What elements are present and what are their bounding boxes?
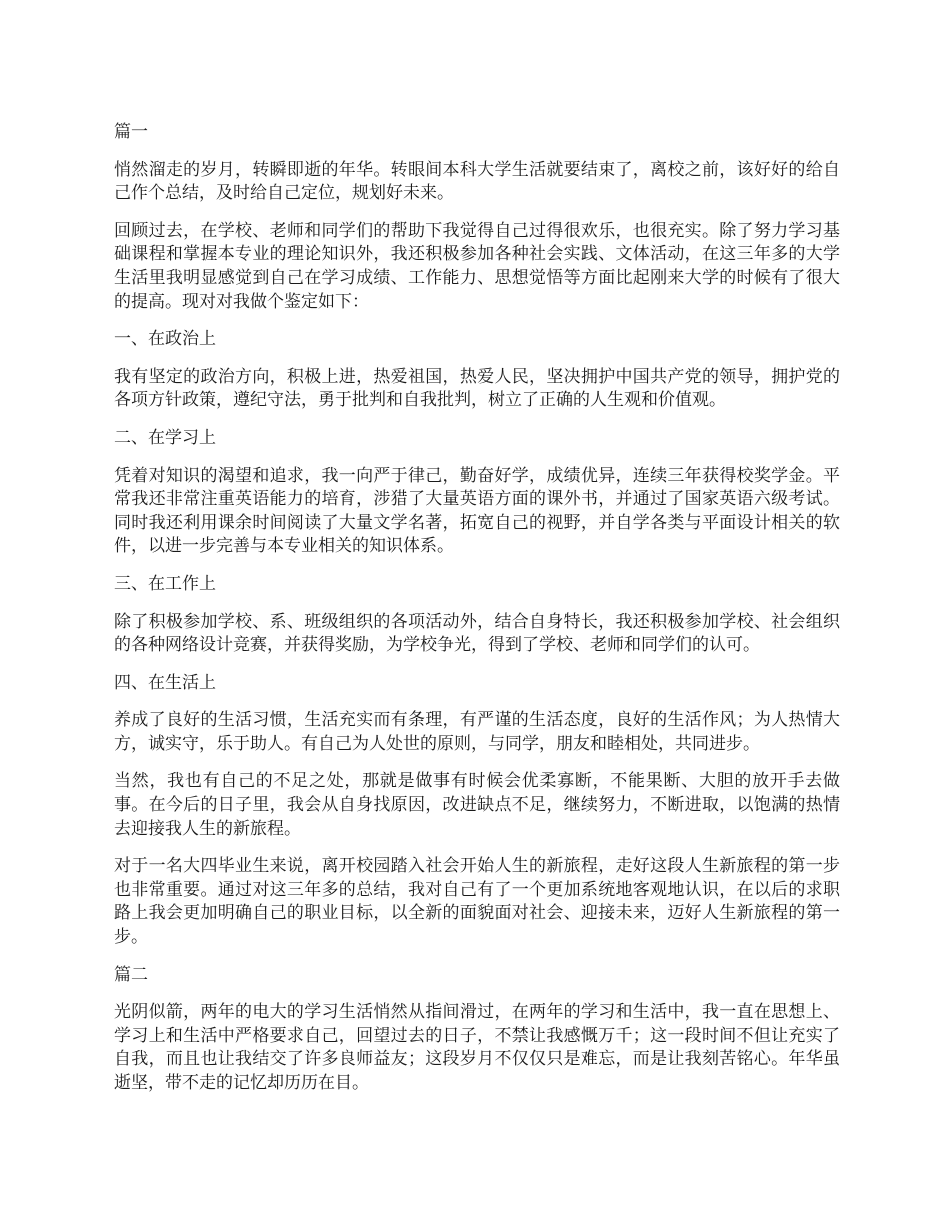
paragraph: 凭着对知识的渴望和追求，我一向严于律己，勤奋好学，成绩优异，连续三年获得校奖学金。平常我还非常注重英语能力的培育，涉猎了大量英语方面的课外书，并通过了国家英语六级考试。同时我还利用课余时间阅读了大量文学名著，拓宽自己的视野，并自学各类与平面设计相关的软件，以进一步完善与本专业相关的知识体系。 bbox=[114, 465, 840, 557]
paragraph: 当然，我也有自己的不足之处，那就是做事有时候会优柔寡断，不能果断、大胆的放开手去做事。在今后的日子里，我会从自身找原因，改进缺点不足，继续努力，不断进取，以饱满的热情去迎接我人生的新旅程。 bbox=[114, 771, 840, 839]
paragraph: 养成了良好的生活习惯，生活充实而有条理，有严谨的生活态度，良好的生活作风；为人热情大方，诚实守，乐于助人。有自己为人处世的原则，与同学，朋友和睦相处，共同进步。 bbox=[114, 710, 840, 754]
paragraph: 我有坚定的政治方向，积极上进，热爱祖国，热爱人民，坚决拥护中国共产党的领导，拥护党的各项方针政策，遵纪守法，勇于批判和自我批判，树立了正确的人生观和价值观。 bbox=[114, 366, 840, 411]
paragraph: 悄然溜走的岁月，转瞬即逝的年华。转眼间本科大学生活就要结束了，离校之前，该好好的给自己作个总结，及时给自己定位，规划好未来。 bbox=[114, 159, 840, 204]
section-heading-life: 四、在生活上 bbox=[114, 672, 216, 693]
paragraph: 除了积极参加学校、系、班级组织的各项活动外，结合自身特长，我还积极参加学校、社会组织的各种网络设计竞赛，并获得奖励，为学校争光，得到了学校、老师和同学们的认可。 bbox=[114, 611, 840, 656]
paragraph: 回顾过去，在学校、老师和同学们的帮助下我觉得自己过得很欢乐，也很充实。除了努力学习基础课程和掌握本专业的理论知识外，我还积极参加各种社会实践、文体活动，在这三年多的大学生活里我明显感觉到自己在学习成绩、工作能力、思想觉悟等方面比起刚来大学的时候有了很大的提高。现对对我做个鉴定如下： bbox=[114, 220, 840, 312]
paragraph: 光阴似箭，两年的电大的学习生活悄然从指间滑过，在两年的学习和生活中，我一直在思想上、学习上和生活中严格要求自己，回望过去的日子，不禁让我感慨万千；这一段时间不但让充实了自我，而且也让我结交了许多良师益友；这段岁月不仅仅只是难忘，而是让我刻苦铭心。年华虽逝坚，带不走的记忆却历历在目。 bbox=[114, 1002, 840, 1093]
section-heading-part-two: 篇二 bbox=[114, 964, 148, 985]
section-heading-work: 三、在工作上 bbox=[114, 573, 216, 594]
document-page bbox=[114, 121, 840, 1110]
paragraph: 对于一名大四毕业生来说，离开校园踏入社会开始人生的新旅程，走好这段人生新旅程的第一步也非常重要。通过对这三年多的总结，我对自己有了一个更加系统地客观地认识，在以后的求职路上我会更加明确自己的职业目标，以全新的面貌面对社会、迎接未来，迈好人生新旅程的第一步。 bbox=[114, 856, 840, 948]
section-heading-study: 二、在学习上 bbox=[114, 427, 216, 448]
section-heading-part-one: 篇一 bbox=[114, 122, 148, 142]
section-heading-politics: 一、在政治上 bbox=[114, 329, 216, 350]
